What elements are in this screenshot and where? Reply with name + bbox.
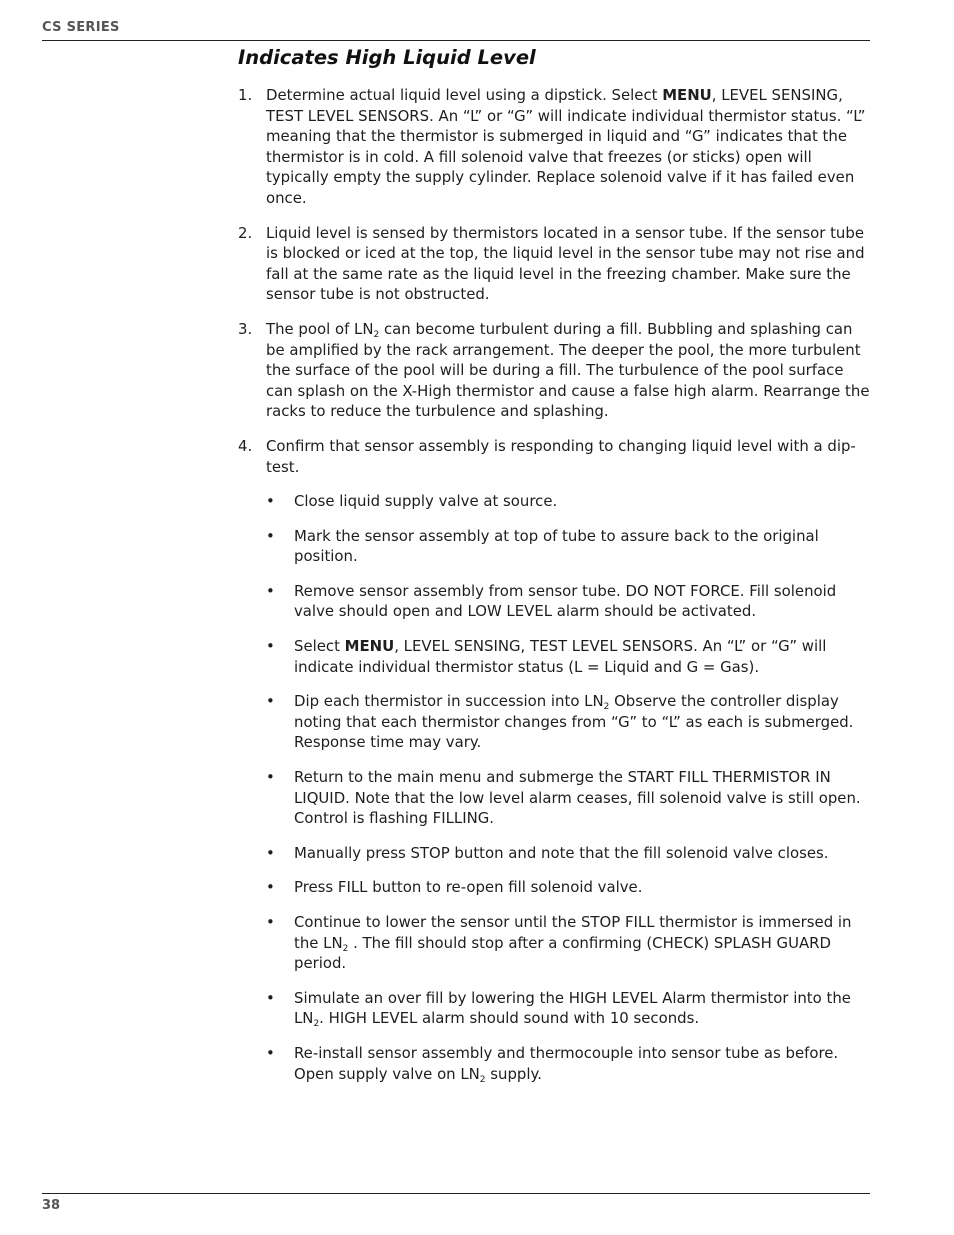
bullet-item: • Press FILL button to re-open fill solenoid valve. (266, 878, 643, 897)
bullet-dot: • (266, 988, 275, 1007)
bullet-item: • Close liquid supply valve at source. (266, 492, 558, 511)
bullet-dot: • (266, 1043, 275, 1062)
footer-rule (42, 1193, 870, 1194)
bullet-item: • Select MENU, LEVEL SENSING, TEST LEVEL SENSORS. An “L” or “G” will indicate individual thermistor status (L = Liquid and G = Gas). (266, 637, 827, 676)
bullet-dot: • (266, 526, 275, 545)
item-text: Determine actual liquid level using a dipstick. Select MENU, LEVEL SENSING, TEST LEVEL SENSORS. An “L” or “G” will indicate individual thermistor status. “L” meaning that the thermistor is submerged in liquid and “G” indicates that the thermistor is in cold. A fill solenoid valve that freezes (or sticks) open will typically empty the supply cylinder. Replace solenoid valve if it has failed even once. (266, 86, 866, 207)
numbered-item (238, 223, 874, 305)
header-rule (42, 40, 870, 41)
item-number: 2. (238, 223, 253, 242)
bullet-list (266, 491, 874, 1084)
bullet-dot: • (266, 692, 275, 711)
bullet-item: • Dip each thermistor in succession into $LN_2$ Observe the controller display noting that each thermistor changes from “G” to “L” as each is submerged. Response time may vary. (266, 692, 854, 752)
bullet-item: • Mark the sensor assembly at top of tube to assure back to the original position. (266, 526, 819, 566)
menu-keyword: MENU (662, 86, 712, 104)
section-title: Indicates High Liquid Level (238, 46, 536, 69)
series-label: CS SERIES (42, 20, 120, 35)
numbered-item (238, 436, 874, 1098)
bullet-item: • Manually press STOP button and note that the fill solenoid valve closes. (266, 843, 829, 862)
item-text: Liquid level is sensed by thermistors located in a sensor tube. If the sensor tube is blocked or iced at the top, the liquid level in the sensor tube may not rise and fall at the same rate as the liquid level in the freezing chamber. Make sure the sensor tube is not obstructed. (266, 223, 865, 304)
item-number: 4. (238, 436, 253, 455)
bullet-dot: • (266, 768, 275, 787)
numbered-item (238, 319, 874, 422)
bullet-item: • Continue to lower the sensor until the STOP FILL thermistor is immersed in the $LN_2$ . The fill should stop after a confirming (CHECK) SPLASH GUARD period. (266, 913, 852, 973)
bullet-dot: • (266, 637, 275, 656)
bullet-dot: • (266, 581, 275, 600)
bullet-dot: • (266, 913, 275, 931)
page-number: 38 (42, 1198, 61, 1213)
content (238, 85, 874, 1112)
bullet-dot: • (266, 878, 275, 897)
numbered-item (238, 85, 874, 209)
item-text: Confirm that sensor assembly is responding to changing liquid level with a dip-test. • Close liquid supply valve at source. • Mark the sensor assembly at top of tube to assure back to the original position. • Remove sensor assembly from sensor tube. DO NOT FORCE. Fill solenoid valve should open and LOW LEVEL alarm should be activated. • Select MENU, LEVEL SENSING, TEST LEVEL SENSORS. An “L” or “G” will indicate individual thermistor status (L = Liquid and G = Gas). • Dip each thermistor in succession into $LN_2$ Observe the controller display noting that each thermistor changes from “G” to “L” as each is submerged. Response time may vary. • Return to the main menu and submerge the START FILL THERMISTOR IN LIQUID. Note that the low level alarm ceases, fill solenoid valve is still open. Control is flashing FILLING. • Manually press STOP button and note that the fill solenoid valve closes. • Press FILL button to re-open fill solenoid valve. • Continue to lower the sensor until the STOP FILL thermistor is immersed in the $LN_2$ . The fill should stop after a confirming (CHECK) SPLASH GUARD period. • Simulate an over fill by lowering the HIGH LEVEL Alarm thermistor into the $LN_2$. HIGH LEVEL alarm should sound with 10 seconds. • Re-install sensor assembly and thermocouple into sensor tube as before. Open supply valve on $LN_2$ supply. (266, 436, 874, 1098)
item-text: The pool of $LN_2$ can become turbulent during a fill. Bubbling and splashing can be amplified by the rack arrangement. The deeper the pool, the more turbulent the surface of the pool will be during a fill. The turbulence of the pool surface can splash on the X-High thermistor and cause a false high alarm. Rearrange the racks to reduce the turbulence and splashing. (266, 319, 870, 421)
item-number: 1. (238, 86, 253, 104)
bullet-dot: • (266, 843, 275, 862)
menu-keyword: MENU (344, 637, 395, 656)
bullet-item: • Simulate an over fill by lowering the HIGH LEVEL Alarm thermistor into the $LN_2$. HIGH LEVEL alarm should sound with 10 seconds. (266, 988, 851, 1030)
bullet-item: • Remove sensor assembly from sensor tube. DO NOT FORCE. Fill solenoid valve should open and LOW LEVEL alarm should be activated. (266, 581, 837, 621)
bullet-item: • Return to the main menu and submerge the START FILL THERMISTOR IN LIQUID. Note that the low level alarm ceases, fill solenoid valve is still open. Control is flashing FILLING. (266, 768, 861, 828)
bullet-item: • Re-install sensor assembly and thermocouple into sensor tube as before. Open supply valve on $LN_2$ supply. (266, 1043, 839, 1085)
item-number: 3. (238, 319, 253, 338)
bullet-dot: • (266, 492, 275, 511)
